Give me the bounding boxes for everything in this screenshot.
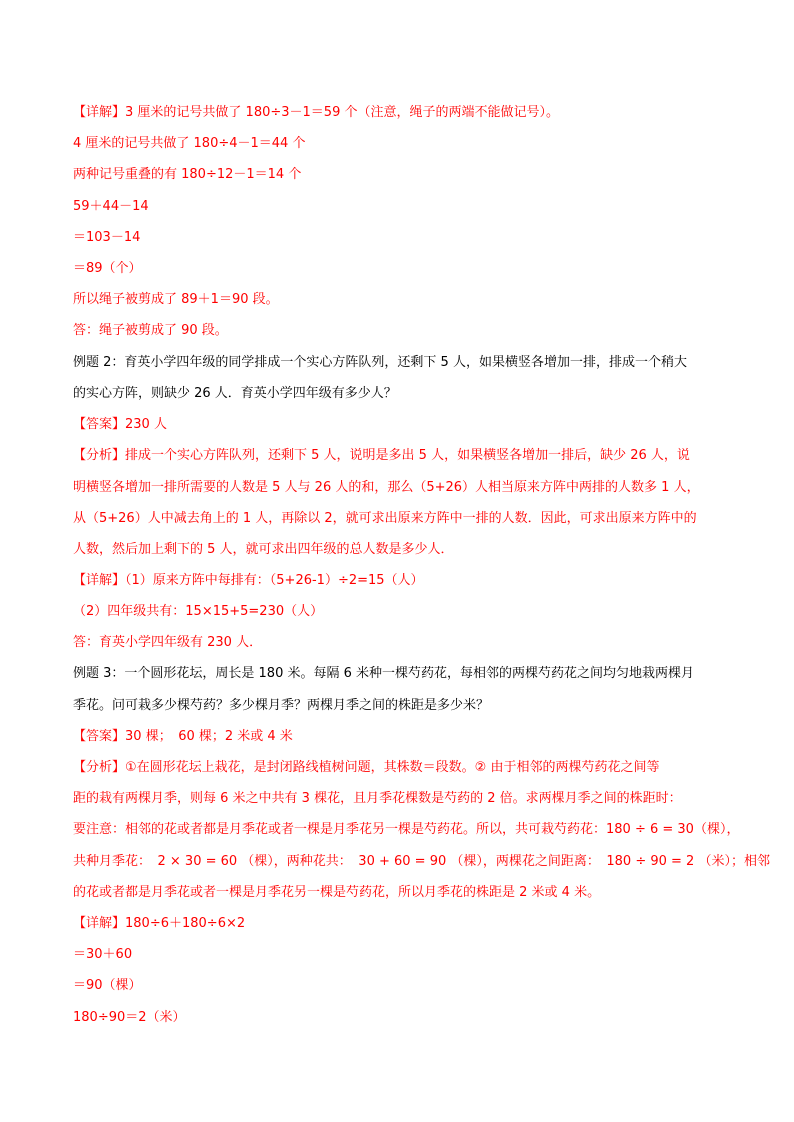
text-line bbox=[73, 322, 228, 340]
text-segment: ＝89（个） bbox=[73, 261, 142, 276]
section-label: 【详解】 bbox=[73, 573, 126, 588]
text-segment: 要注意：相邻的花或者都是月季花或者一棵是月季花另一棵是芍药花。所以，共可栽芍药花：180 ÷ 6 = 30（棵）， bbox=[73, 822, 740, 837]
text-segment: ①在圆形花坛上栽花，是封闭路线植树问题，其株数＝段数。② 由于相邻的两棵芍药花之间等 bbox=[125, 760, 660, 775]
text-segment: 4 厘米的记号共做了 180÷4－1＝44 个 bbox=[73, 136, 306, 151]
text-line bbox=[73, 634, 262, 652]
text-line bbox=[73, 479, 700, 497]
text-line bbox=[73, 354, 687, 372]
text-segment: （2）四年级共有：15×15+5=230（人） bbox=[73, 604, 324, 619]
text-segment: 共种月季花： 2 × 30 = 60 （棵），两种花共： 30 + 60 = 90 （棵），两棵花之间距离： 180 ÷ 90 = 2 （米）；相邻 bbox=[73, 854, 770, 869]
text-line bbox=[73, 260, 142, 278]
text-segment: 所以绳子被剪成了 89＋1＝90 段。 bbox=[73, 292, 279, 307]
text-segment: 两种记号重叠的有 180÷12－1＝14 个 bbox=[73, 167, 302, 182]
section-label: 【分析】 bbox=[73, 448, 126, 463]
text-line bbox=[73, 790, 682, 808]
text-line bbox=[73, 697, 489, 715]
text-line bbox=[73, 198, 149, 216]
text-segment: ＝30＋60 bbox=[73, 947, 133, 962]
text-segment: 3 厘米的记号共做了 180÷3－1＝59 个（注意，绳子的两端不能做记号）。 bbox=[125, 105, 559, 120]
text-line bbox=[73, 104, 559, 122]
text-segment: 59＋44－14 bbox=[73, 199, 149, 214]
text-line bbox=[73, 665, 694, 683]
text-line bbox=[73, 853, 770, 871]
text-segment: 明横竖各增加一排所需要的人数是 5 人与 26 人的和，那么（5+26）人相当原来方阵中两排的人数多 1 人， bbox=[73, 480, 700, 495]
text-line bbox=[73, 946, 132, 964]
text-segment: ＝90（棵） bbox=[73, 978, 142, 993]
text-line bbox=[73, 510, 697, 528]
section-label: 【详解】 bbox=[73, 916, 126, 931]
text-line bbox=[73, 447, 690, 465]
text-line bbox=[73, 821, 739, 839]
text-line bbox=[73, 229, 140, 247]
text-segment: 的实心方阵，则缺少 26 人．育英小学四年级有多少人？ bbox=[73, 386, 397, 401]
text-segment: 人数，然后加上剩下的 5 人，就可求出四年级的总人数是多少人． bbox=[73, 542, 454, 557]
section-label: 【详解】 bbox=[73, 105, 126, 120]
text-segment: 季花。问可栽多少棵芍药？多少棵月季？两棵月季之间的株距是多少米？ bbox=[73, 698, 490, 713]
text-line bbox=[73, 385, 397, 403]
section-label: 【答案】 bbox=[73, 729, 126, 744]
section-label: 【答案】 bbox=[73, 417, 126, 432]
text-segment: 30 棵； 60 棵；2 米或 4 米 bbox=[125, 729, 293, 744]
text-line bbox=[73, 135, 305, 153]
section-label: 【分析】 bbox=[73, 760, 126, 775]
text-line bbox=[73, 915, 245, 933]
text-segment: 排成一个实心方阵队列，还剩下 5 人，说明是多出 5 人，如果横竖各增加一排后，缺少 26 人，说 bbox=[125, 448, 690, 463]
text-line bbox=[73, 291, 279, 309]
text-segment: 距的栽有两棵月季，则每 6 米之中共有 3 棵花，且月季花棵数是芍药的 2 倍。求两棵月季之间的株距时： bbox=[73, 791, 682, 806]
text-segment: （1）原来方阵中每排有：（5+26-1）÷2=15（人） bbox=[125, 573, 424, 588]
text-line bbox=[73, 1009, 186, 1027]
text-line bbox=[73, 166, 301, 184]
text-line bbox=[73, 603, 323, 621]
text-line bbox=[73, 572, 424, 590]
text-segment: 例题 2：育英小学四年级的同学排成一个实心方阵队列，还剩下 5 人，如果横竖各增加一排，排成一个稍大 bbox=[73, 355, 687, 370]
text-line bbox=[73, 728, 293, 746]
text-line bbox=[73, 977, 142, 995]
text-line bbox=[73, 416, 167, 434]
text-segment: 230 人 bbox=[125, 417, 167, 432]
text-line bbox=[73, 759, 659, 777]
text-segment: 的花或者都是月季花或者一棵是月季花另一棵是芍药花，所以月季花的株距是 2 米或 4 米。 bbox=[73, 885, 601, 900]
text-segment: 例题 3：一个圆形花坛，周长是 180 米。每隔 6 米种一棵芍药花，每相邻的两棵芍药花之间均匀地栽两棵月 bbox=[73, 666, 695, 681]
text-segment: ＝103－14 bbox=[73, 230, 141, 245]
text-segment: 答：育英小学四年级有 230 人． bbox=[73, 635, 263, 650]
text-segment: 180÷6＋180÷6×2 bbox=[125, 916, 246, 931]
text-line bbox=[73, 884, 600, 902]
text-line bbox=[73, 541, 454, 559]
text-segment: 180÷90＝2（米） bbox=[73, 1010, 186, 1025]
text-segment: 从（5+26）人中减去角上的 1 人，再除以 2，就可求出原来方阵中一排的人数．因此，可求出原来方阵中的 bbox=[73, 511, 697, 526]
text-segment: 答：绳子被剪成了 90 段。 bbox=[73, 323, 228, 338]
